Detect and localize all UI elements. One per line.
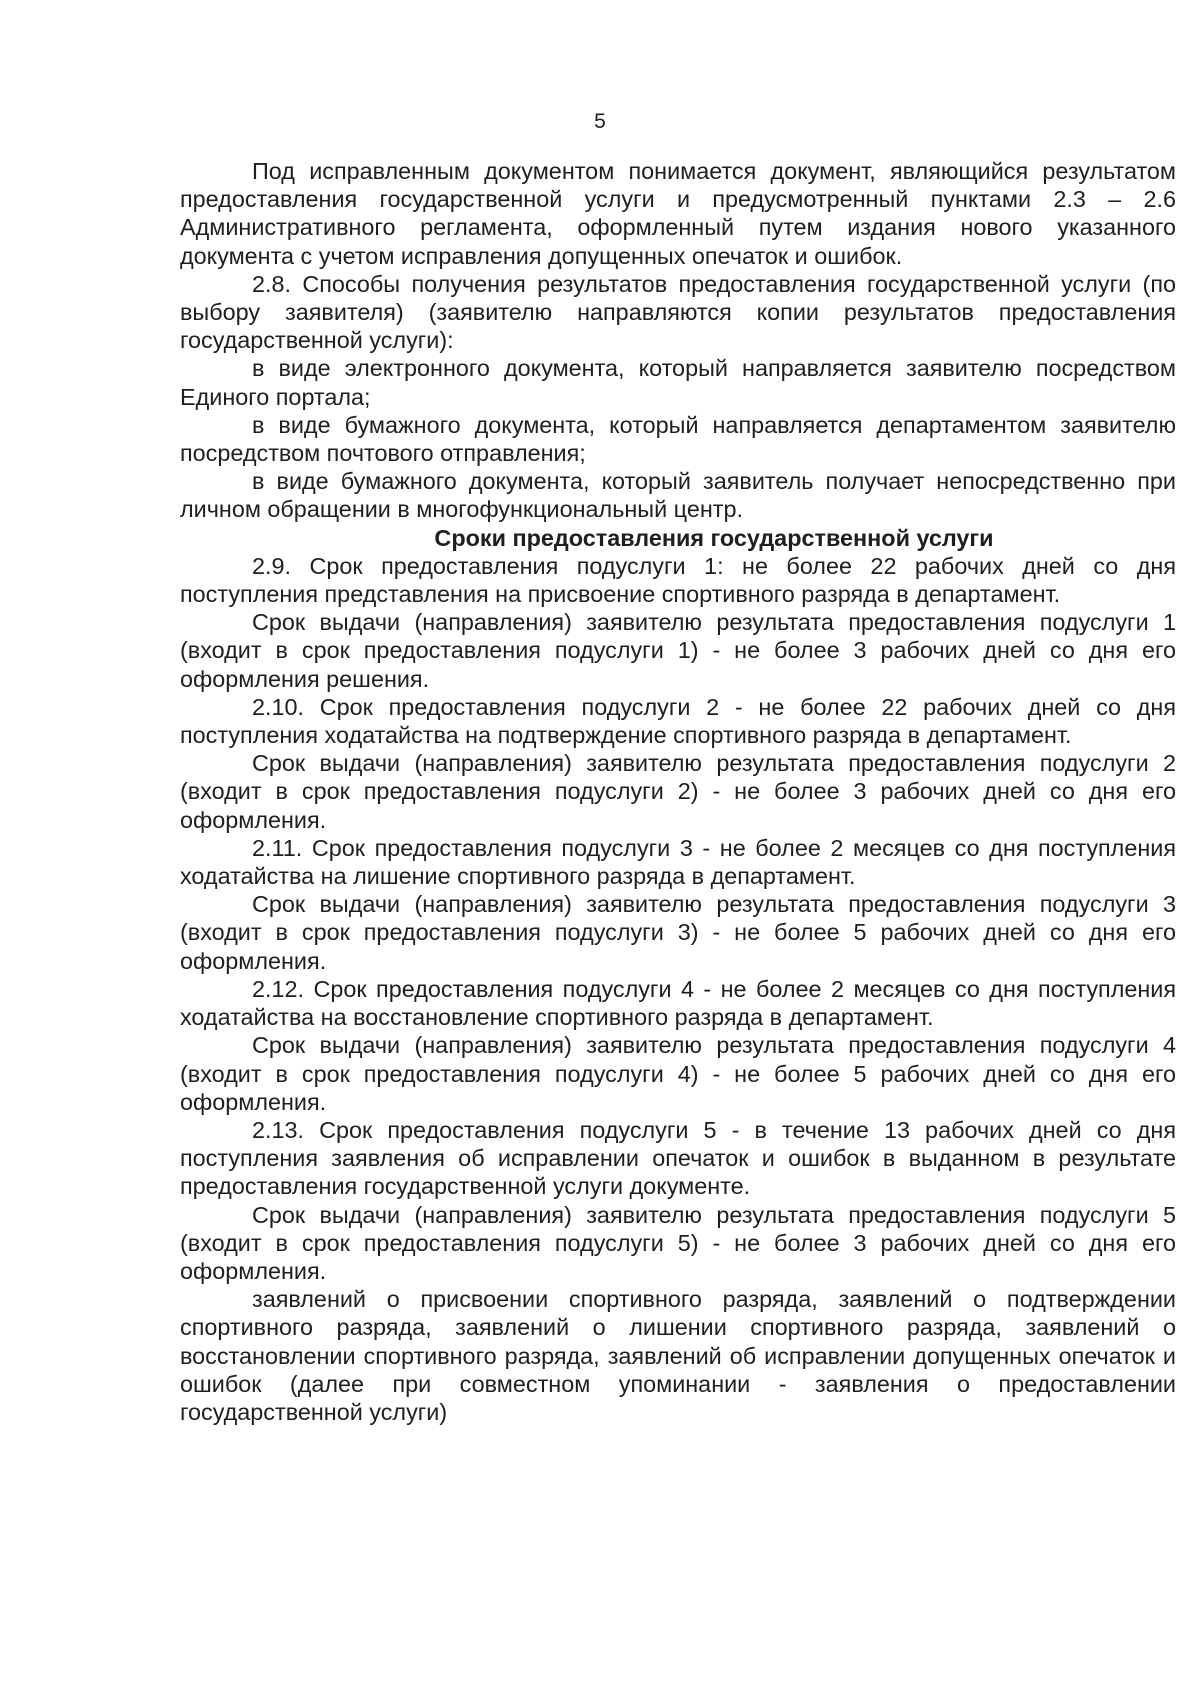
- paragraph: Срок выдачи (направления) заявителю результата предоставления подуслуги 5 (входит в срок предоставления подуслуги 5) - не более 3 рабочих дней со дня его оформления.: [180, 1201, 1176, 1284]
- paragraph: в виде бумажного документа, который заявитель получает непосредственно при личном обращении в многофункциональный центр.: [180, 468, 1176, 523]
- paragraph: Под исправленным документом понимается документ, являющийся результатом предоставления государственной услуги и предусмотренный пунктами 2.3 – 2.6 Административного регламента, оформленный путем издания нового указанного документа с учетом исправления допущенных опечаток и ошибок.: [180, 158, 1176, 269]
- paragraph: 2.10. Срок предоставления подуслуги 2 - не более 22 рабочих дней со дня поступления ходатайства на подтверждение спортивного разряда в департамент.: [180, 693, 1176, 749]
- paragraph: Срок выдачи (направления) заявителю результата предоставления подуслуги 1 (входит в срок предоставления подуслуги 1) - не более 3 рабочих дней со дня его оформления решения.: [180, 609, 1176, 692]
- paragraph: 2.9. Срок предоставления подуслуги 1: не более 22 рабочих дней со дня поступления представления на присвоение спортивного разряда в департамент.: [180, 552, 1176, 608]
- paragraph: в виде бумажного документа, который направляется департаментом заявителю посредством почтового отправления;: [180, 411, 1176, 467]
- paragraph: 2.12. Срок предоставления подуслуги 4 - не более 2 месяцев со дня поступления ходатайства на восстановление спортивного разряда в департамент.: [180, 975, 1176, 1031]
- paragraph: Срок выдачи (направления) заявителю результата предоставления подуслуги 4 (входит в срок предоставления подуслуги 4) - не более 5 рабочих дней со дня его оформления.: [180, 1032, 1176, 1115]
- paragraph: 2.13. Срок предоставления подуслуги 5 - в течение 13 рабочих дней со дня поступления заявления об исправлении опечаток и ошибок в выданном в результате предоставления государственной услуги документе.: [180, 1116, 1176, 1200]
- paragraph: заявлений о присвоении спортивного разряда, заявлений о подтверждении спортивного разряда, заявлений о лишении спортивного разряда, заявлений о восстановлении спортивного разряда, заявлений об исправлении допущенных опечаток и ошибок (далее при совместном упоминании - заявления о предоставлении государственной услуги): [180, 1286, 1176, 1425]
- document-body: [180, 157, 1176, 1426]
- paragraph: Срок выдачи (направления) заявителю результата предоставления подуслуги 2 (входит в срок предоставления подуслуги 2) - не более 3 рабочих дней со дня его оформления.: [180, 750, 1176, 833]
- paragraph: 2.11. Срок предоставления подуслуги 3 - не более 2 месяцев со дня поступления ходатайства на лишение спортивного разряда в департамент.: [180, 834, 1176, 890]
- section-heading: Сроки предоставления государственной услуги: [434, 524, 994, 551]
- paragraph: в виде электронного документа, который направляется заявителю посредством Единого портала;: [180, 355, 1176, 410]
- paragraph: Срок выдачи (направления) заявителю результата предоставления подуслуги 3 (входит в срок предоставления подуслуги 3) - не более 5 рабочих дней со дня его оформления.: [180, 891, 1176, 974]
- paragraph: 2.8. Способы получения результатов предоставления государственной услуги (по выбору заявителя) (заявителю направляются копии результатов предоставления государственной услуги):: [180, 270, 1176, 354]
- page-number: 5: [594, 110, 606, 133]
